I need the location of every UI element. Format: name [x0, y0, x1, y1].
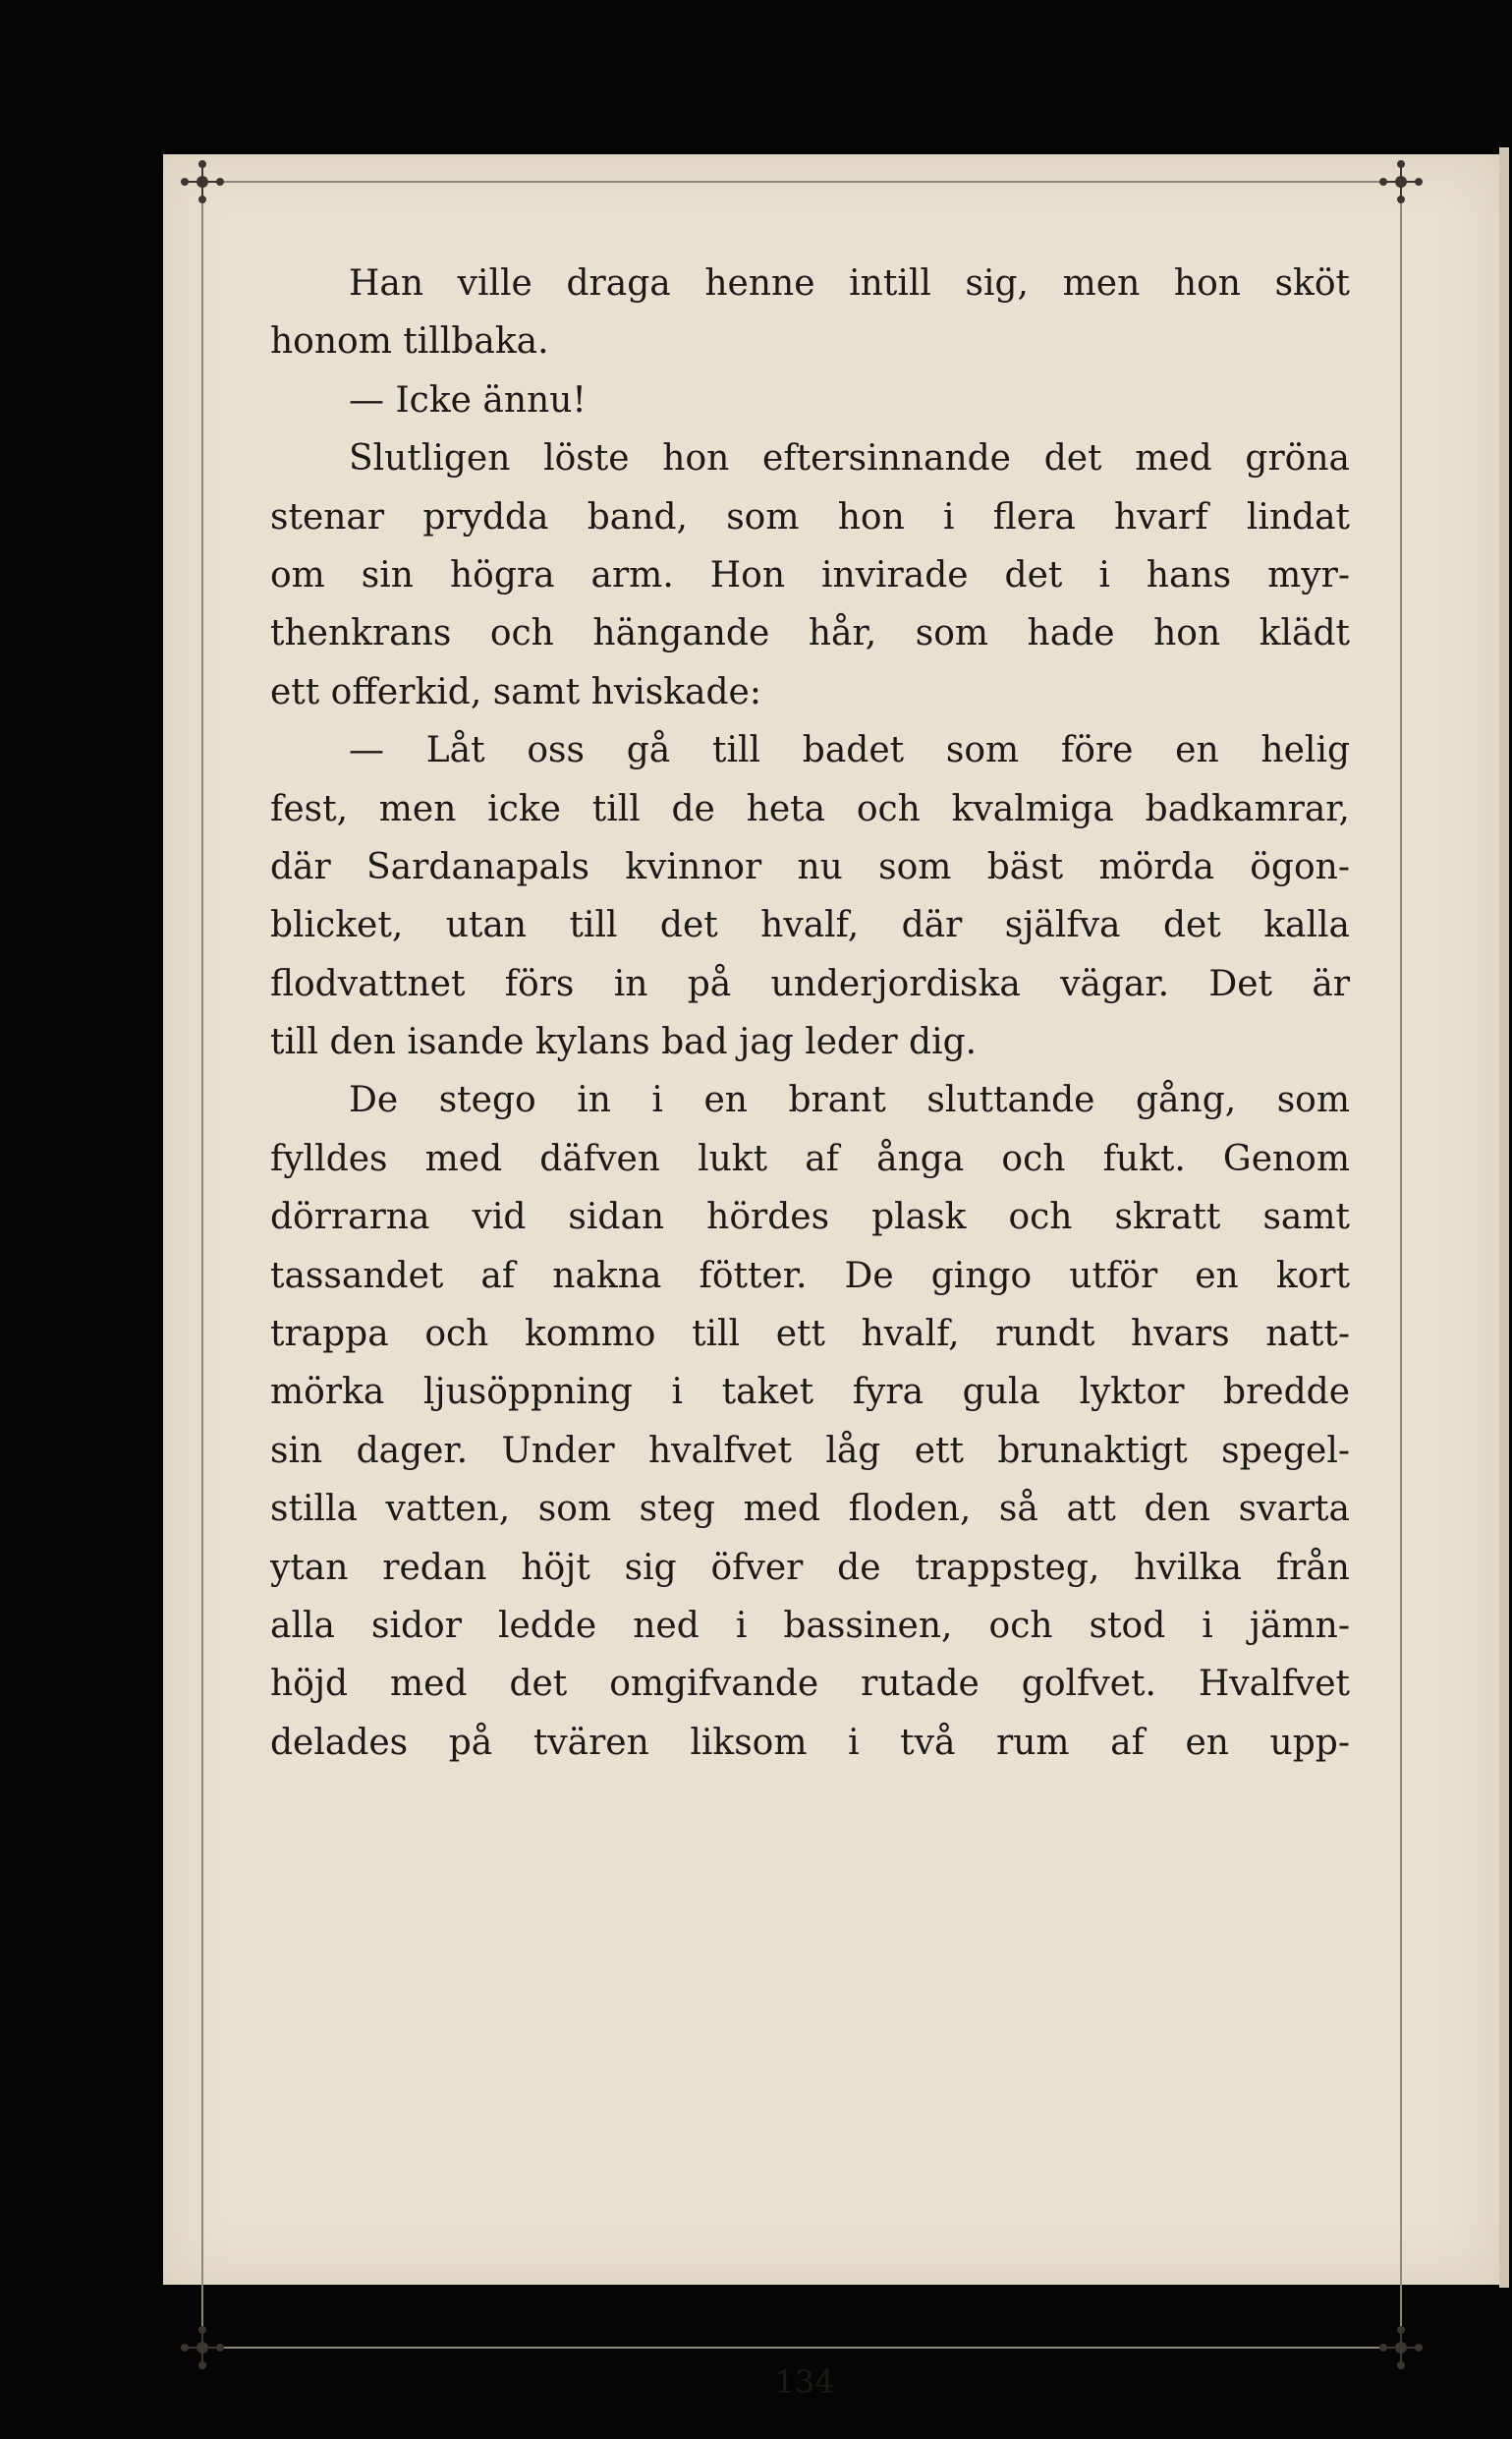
text-line: tassandet af nakna fötter. De gingo utför en kort — [270, 1255, 1350, 1296]
text-line: fest, men icke till de heta och kvalmiga badkamrar, — [270, 788, 1350, 829]
text-line: där Sardanapals kvinnor nu som bäst mörda ögon- — [270, 846, 1350, 887]
text-line: till den isande kylans bad jag leder dig. — [270, 1022, 978, 1063]
text-line: — Låt oss gå till badet som före en helig — [349, 730, 1350, 771]
text-line: delades på tvären liksom i två rum af en upp- — [270, 1722, 1350, 1763]
body-text — [270, 255, 1350, 1772]
corner-ornament-top-right-icon — [1377, 158, 1425, 205]
text-line: mörka ljusöppning i taket fyra gula lyktor bredde — [270, 1372, 1350, 1413]
frame-rule-right — [1400, 181, 1402, 2349]
frame-rule-left — [201, 181, 203, 2349]
corner-ornament-bottom-right-icon — [1377, 2324, 1425, 2371]
corner-ornament-bottom-left-icon — [179, 2324, 226, 2371]
text-line: alla sidor ledde ned i bassinen, och stod i jämn- — [270, 1605, 1350, 1646]
text-line: höjd med det omgifvande rutade golfvet. Hvalfvet — [270, 1664, 1350, 1705]
text-line: Slutligen löste hon eftersinnande det med gröna — [349, 438, 1350, 480]
text-line: trappa och kommo till ett hvalf, rundt hvars natt- — [270, 1314, 1350, 1355]
text-line: stilla vatten, som steg med floden, så att den svarta — [270, 1489, 1350, 1530]
text-line: thenkrans och hängande hår, som hade hon klädt — [270, 613, 1350, 654]
frame-rule-bottom — [203, 2347, 1402, 2349]
text-line: blicket, utan till det hvalf, där själfva det kalla — [270, 905, 1350, 946]
text-line: honom tillbaka. — [270, 321, 549, 363]
corner-ornament-top-left-icon — [179, 158, 226, 205]
text-line: Han ville draga henne intill sig, men hon sköt — [349, 263, 1350, 304]
text-line: om sin högra arm. Hon invirade det i hans myr- — [270, 554, 1350, 596]
text-line: dörrarna vid sidan hördes plask och skratt samt — [270, 1197, 1350, 1238]
text-line: flodvattnet förs in på underjordiska vägar. Det är — [270, 963, 1350, 1004]
text-line: — Icke ännu! — [349, 379, 587, 421]
page-number: 134 — [774, 2363, 835, 2401]
page-edge — [1499, 147, 1509, 2288]
text-line: stenar prydda band, som hon i flera hvarf lindat — [270, 496, 1350, 538]
frame-rule-top — [203, 181, 1402, 183]
text-line: sin dager. Under hvalfvet låg ett brunaktigt spegel- — [270, 1430, 1350, 1471]
text-line: ett offerkid, samt hviskade: — [270, 671, 761, 712]
text-line: fylldes med däfven lukt af ånga och fukt. Genom — [270, 1138, 1350, 1179]
text-line: De stego in i en brant sluttande gång, som — [349, 1080, 1350, 1121]
text-line: ytan redan höjt sig öfver de trappsteg, hvilka från — [270, 1547, 1350, 1588]
